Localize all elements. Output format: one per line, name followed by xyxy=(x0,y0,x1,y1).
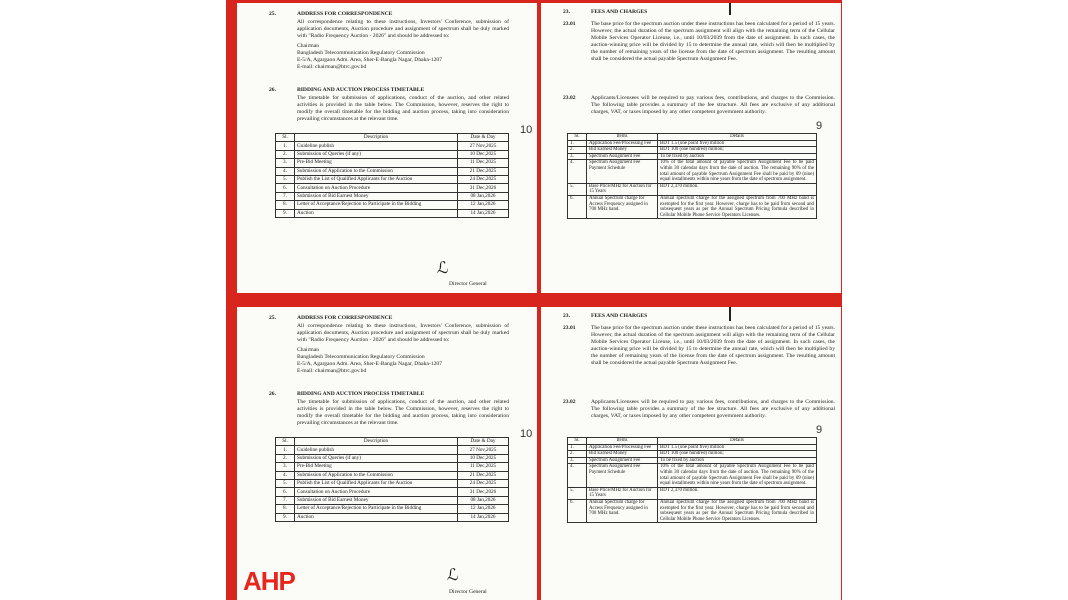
cell-detail: BDT 2,370 million. xyxy=(658,183,817,195)
section-heading: BIDDING AND AUCTION PROCESS TIMETABLE xyxy=(297,87,425,93)
cell-item: Application Fee/Processing Fee xyxy=(587,444,658,451)
table-row xyxy=(568,499,817,522)
section-heading: ADDRESS FOR CORRESPONDENCE xyxy=(297,11,393,17)
table-row xyxy=(276,192,509,200)
fees-table xyxy=(567,437,817,523)
cell-item: Annual Spectrum charge for Access Frequency assigned in 700 MHz band. xyxy=(587,195,658,218)
signature-title: Director General xyxy=(449,589,487,595)
section-number: 23.01 xyxy=(563,325,576,331)
cell-description: Consultation on Auction Procedure xyxy=(295,184,458,192)
cell-item: Spectrum Assignment Fee xyxy=(587,457,658,464)
cell-sl: 2. xyxy=(276,150,295,158)
pen-mark xyxy=(729,3,731,15)
cell-sl: 5. xyxy=(568,183,587,195)
page-number: 9 xyxy=(816,424,823,436)
column-header: Details xyxy=(658,438,817,445)
cell-date: 10 Dec,2025 xyxy=(458,454,509,462)
right-page-top xyxy=(541,3,841,293)
section-number: 23.02 xyxy=(563,399,576,405)
column-header: Sl. xyxy=(568,438,587,445)
cell-item: Base Price/MHz for Auction for 15 Years xyxy=(587,487,658,499)
cell-item: Bid Earnest Money xyxy=(587,147,658,154)
section-heading: FEES AND CHARGES xyxy=(591,9,648,15)
page-number: 9 xyxy=(816,120,823,132)
right-page-bottom xyxy=(541,307,841,600)
cell-description: Guideline publish xyxy=(295,446,458,454)
signature-mark: ℒ xyxy=(437,258,449,277)
cell-detail: 10% of the total amount of payable Spectrum Assignment Fee to be paid within 30 calendar days from the date of auction. The remaining 90% of the total amount of payable Spectrum Assignment Fee shall be paid by 09 (nine) equal installments within nine years from the date of spectrum assignment. xyxy=(658,464,817,487)
table-row xyxy=(276,150,509,158)
column-header: Items xyxy=(587,134,658,141)
signature-title: Director General xyxy=(449,281,487,287)
cell-sl: 1. xyxy=(276,142,295,150)
cell-sl: 1. xyxy=(568,140,587,147)
cell-description: Pre-Bid Meeting xyxy=(295,463,458,471)
cell-sl: 2. xyxy=(568,147,587,154)
cell-sl: 2. xyxy=(568,451,587,458)
cell-description: Publish the List of Qualified Applicants for the Auction xyxy=(295,479,458,487)
table-row xyxy=(276,184,509,192)
table-row xyxy=(276,496,509,504)
cell-sl: 1. xyxy=(568,444,587,451)
cell-description: Guideline publish xyxy=(295,142,458,150)
cell-sl: 9. xyxy=(276,513,295,521)
pen-mark xyxy=(729,307,731,321)
table-row xyxy=(568,183,817,195)
table-row xyxy=(568,140,817,147)
cell-date: 27 Nov,2025 xyxy=(458,446,509,454)
table-row xyxy=(276,479,509,487)
paragraph: All correspondence relating to these instructions, Investors' Conference, submission of application documents, Auction procedure and assignment of spectrum shall be duly marked with "Radio Frequency Auction - 2026" and should be addressed to: xyxy=(297,19,509,39)
cell-item: Application Fee/Processing Fee xyxy=(587,140,658,147)
table-row xyxy=(276,463,509,471)
cell-sl: 7. xyxy=(276,496,295,504)
column-header: Description xyxy=(295,134,458,142)
cell-item: Bid Earnest Money xyxy=(587,451,658,458)
paragraph: The timetable for submission of applications, conduct of the auction, and other related activities is provided in the table below. The Commission, however, reserves the right to modify the overall timetable for the bidding and auction process, taking into consideration prevailing circumstances at the relevant time. xyxy=(297,399,509,426)
cell-date: 27 Nov,2025 xyxy=(458,142,509,150)
section-body xyxy=(297,19,509,71)
section-number: 26. xyxy=(269,391,276,397)
section-number: 25. xyxy=(269,11,276,17)
cell-item: Base Price/MHz for Auction for 15 Years xyxy=(587,183,658,195)
table-row xyxy=(568,487,817,499)
cell-description: Submission of Bid Earnest Money xyxy=(295,496,458,504)
paragraph: Applicants/Licensees will be required to pay various fees, contributions, and charges to the Commission. The following table provides a summary of the fee structure. All fees are exclusive of any additional charges, VAT, or taxes imposed by any other competent government authority. xyxy=(591,399,835,419)
cell-sl: 3. xyxy=(276,159,295,167)
left-page-top xyxy=(237,3,537,293)
email-link[interactable]: E-mail: chairman@btrc.gov.bd xyxy=(297,368,367,374)
cell-sl: 7. xyxy=(276,192,295,200)
cell-sl: 6. xyxy=(568,499,587,522)
email-link[interactable]: E-mail: chairman@btrc.gov.bd xyxy=(297,64,367,70)
table-row xyxy=(276,446,509,454)
table-row xyxy=(276,488,509,496)
section-number: 26. xyxy=(269,87,276,93)
cell-sl: 1. xyxy=(276,446,295,454)
addressee: Chairman xyxy=(297,43,320,49)
ahp-watermark-logo: AHP xyxy=(243,566,295,596)
cell-sl: 3. xyxy=(568,153,587,160)
table-row xyxy=(276,513,509,521)
cell-description: Submission of Bid Earnest Money xyxy=(295,192,458,200)
table-row xyxy=(568,195,817,218)
table-row xyxy=(276,454,509,462)
paragraph: The base price for the spectrum auction under these instructions has been calculated for a period of 15 years. However, the actual duration of the spectrum assignment will align with the remaining term of the Cellular Mobile Services Operator License, i.e., until 10/03/2039 from the date of assignment. In such cases, the auction-winning price will be divided by 15 to determine the annual rate, which will then be multiplied by the number of remaining years of the license from the date of spectrum assignment. The resulting amount shall be considered the actual payable Spectrum Assignment Fee. xyxy=(591,21,835,62)
column-header: Details xyxy=(658,134,817,141)
table-header-row xyxy=(276,134,509,142)
section-number: 23.02 xyxy=(563,95,576,101)
cell-date: 11 Dec,2025 xyxy=(458,463,509,471)
cell-item: Spectrum Assignment Fee Payment Schedule xyxy=(587,160,658,183)
section-heading: ADDRESS FOR CORRESPONDENCE xyxy=(297,315,393,321)
table-header-row xyxy=(276,438,509,446)
section-heading: FEES AND CHARGES xyxy=(591,313,648,319)
cell-sl: 6. xyxy=(276,184,295,192)
cell-item: Spectrum Assignment Fee xyxy=(587,153,658,160)
cell-description: Letter of Acceptance/Rejection to Participate in the Bidding xyxy=(295,505,458,513)
cell-date: 08 Jan,2026 xyxy=(458,192,509,200)
column-header: Sl. xyxy=(568,134,587,141)
cell-description: Submission of Application to the Commission xyxy=(295,167,458,175)
cell-description: Publish the List of Qualified Applicants for the Auction xyxy=(295,175,458,183)
postal-address: E-5/A, Agargaon Adm. Area, Sher-E-Bangla Nagar, Dhaka-1207 xyxy=(297,361,442,367)
cell-date: 21 Dec,2025 xyxy=(458,167,509,175)
cell-sl: 5. xyxy=(276,175,295,183)
organization: Bangladesh Telecommunication Regulatory Commission xyxy=(297,354,425,360)
fees-table xyxy=(567,133,817,219)
table-header-row xyxy=(568,438,817,445)
paragraph: Applicants/Licensees will be required to pay various fees, contributions, and charges to the Commission. The following table provides a summary of the fee structure. All fees are exclusive of any additional charges, VAT, or taxes imposed by any other competent government authority. xyxy=(591,95,835,115)
cell-detail: BDT 1.5 (one point five) million xyxy=(658,444,817,451)
cell-date: 11 Dec,2025 xyxy=(458,159,509,167)
table-row xyxy=(568,147,817,154)
table-row xyxy=(276,201,509,209)
section-number: 23.01 xyxy=(563,21,576,27)
cell-date: 31 Dec,2026 xyxy=(458,488,509,496)
cell-sl: 6. xyxy=(276,488,295,496)
column-header: Date & Day xyxy=(458,134,509,142)
cell-sl: 4. xyxy=(568,464,587,487)
cell-detail: Annual spectrum charge for the assigned spectrum from 700 MHz band is exempted for the first year. However, charge has to be paid from second and subsequent years as per the Annual Spectrum Pricing formula described in Cellular Mobile Phone Service Operators Licenses. xyxy=(658,195,817,218)
cell-description: Submission of Queries (if any) xyxy=(295,150,458,158)
cell-description: Pre-Bid Meeting xyxy=(295,159,458,167)
cell-detail: To be fixed by auction xyxy=(658,457,817,464)
cell-sl: 4. xyxy=(276,471,295,479)
cell-detail: Annual spectrum charge for the assigned spectrum from 700 MHz band is exempted for the first year. However, charge has to be paid from second and subsequent years as per the Annual Spectrum Pricing formula described in Cellular Mobile Phone Service Operators Licenses. xyxy=(658,499,817,522)
cell-detail: BDT 2,370 million. xyxy=(658,487,817,499)
cell-date: 12 Jan,2026 xyxy=(458,505,509,513)
paragraph: All correspondence relating to these instructions, Investors' Conference, submission of application documents, Auction procedure and assignment of spectrum shall be duly marked with "Radio Frequency Auction - 2026" and should be addressed to: xyxy=(297,323,509,343)
cell-date: 31 Dec,2026 xyxy=(458,184,509,192)
cell-sl: 9. xyxy=(276,209,295,217)
table-row xyxy=(568,153,817,160)
cell-sl: 3. xyxy=(276,463,295,471)
cell-detail: To be fixed by auction xyxy=(658,153,817,160)
cell-detail: BDT 1.5 (one point five) million xyxy=(658,140,817,147)
cell-date: 12 Jan,2026 xyxy=(458,201,509,209)
cell-sl: 8. xyxy=(276,505,295,513)
timetable-table xyxy=(275,437,509,522)
cell-item: Annual Spectrum charge for Access Frequency assigned in 700 MHz band. xyxy=(587,499,658,522)
left-page-bottom xyxy=(237,307,537,600)
cell-sl: 5. xyxy=(568,487,587,499)
cell-date: 21 Dec,2025 xyxy=(458,471,509,479)
signature-mark: ℒ xyxy=(447,565,459,584)
organization: Bangladesh Telecommunication Regulatory Commission xyxy=(297,50,425,56)
table-row xyxy=(276,159,509,167)
cell-sl: 4. xyxy=(276,167,295,175)
cell-sl: 5. xyxy=(276,479,295,487)
cell-date: 24 Dec,2025 xyxy=(458,479,509,487)
cell-detail: BDT 100 (one hundred) million; xyxy=(658,451,817,458)
timetable-table xyxy=(275,133,509,218)
page-number: 10 xyxy=(520,124,533,136)
cell-description: Submission of Queries (if any) xyxy=(295,454,458,462)
column-header: Sl. xyxy=(276,438,295,446)
table-row xyxy=(568,444,817,451)
cell-sl: 3. xyxy=(568,457,587,464)
column-header: Date & Day xyxy=(458,438,509,446)
cell-sl: 4. xyxy=(568,160,587,183)
cell-description: Letter of Acceptance/Rejection to Participate in the Bidding xyxy=(295,201,458,209)
table-row xyxy=(276,505,509,513)
cell-description: Consultation on Auction Procedure xyxy=(295,488,458,496)
cell-description: Submission of Application to the Commission xyxy=(295,471,458,479)
cell-date: 08 Jan,2026 xyxy=(458,496,509,504)
column-header: Sl. xyxy=(276,134,295,142)
cell-item: Spectrum Assignment Fee Payment Schedule xyxy=(587,464,658,487)
column-header: Description xyxy=(295,438,458,446)
section-number: 23. xyxy=(563,313,570,319)
addressee: Chairman xyxy=(297,347,320,353)
table-row xyxy=(276,167,509,175)
section-number: 23. xyxy=(563,9,570,15)
cell-date: 14 Jan,2026 xyxy=(458,209,509,217)
cell-description: Auction xyxy=(295,209,458,217)
cell-sl: 2. xyxy=(276,454,295,462)
cell-date: 24 Dec,2025 xyxy=(458,175,509,183)
table-header-row xyxy=(568,134,817,141)
cell-sl: 6. xyxy=(568,195,587,218)
cell-date: 10 Dec,2025 xyxy=(458,150,509,158)
table-row xyxy=(568,160,817,183)
paragraph: The timetable for submission of applications, conduct of the auction, and other related activities is provided in the table below. The Commission, however, reserves the right to modify the overall timetable for the bidding and auction process, taking into consideration prevailing circumstances at the relevant time. xyxy=(297,95,509,122)
cell-detail: 10% of the total amount of payable Spectrum Assignment Fee to be paid within 30 calendar days from the date of auction. The remaining 90% of the total amount of payable Spectrum Assignment Fee shall be paid by 09 (nine) equal installments within nine years from the date of spectrum assignment. xyxy=(658,160,817,183)
cell-date: 14 Jan,2026 xyxy=(458,513,509,521)
cell-description: Auction xyxy=(295,513,458,521)
cell-sl: 8. xyxy=(276,201,295,209)
table-row xyxy=(568,457,817,464)
section-body xyxy=(297,323,509,375)
section-heading: BIDDING AND AUCTION PROCESS TIMETABLE xyxy=(297,391,425,397)
cell-detail: BDT 100 (one hundred) million; xyxy=(658,147,817,154)
table-row xyxy=(276,471,509,479)
page-number: 10 xyxy=(520,428,533,440)
table-row xyxy=(568,451,817,458)
table-row xyxy=(568,464,817,487)
table-row xyxy=(276,142,509,150)
column-header: Items xyxy=(587,438,658,445)
postal-address: E-5/A, Agargaon Adm. Area, Sher-E-Bangla Nagar, Dhaka-1207 xyxy=(297,57,442,63)
table-row xyxy=(276,209,509,217)
section-number: 25. xyxy=(269,315,276,321)
table-row xyxy=(276,175,509,183)
paragraph: The base price for the spectrum auction under these instructions has been calculated for a period of 15 years. However, the actual duration of the spectrum assignment will align with the remaining term of the Cellular Mobile Services Operator License, i.e., until 10/03/2039 from the date of assignment. In such cases, the auction-winning price will be divided by 15 to determine the annual rate, which will then be multiplied by the number of remaining years of the license from the date of spectrum assignment. The resulting amount shall be considered the actual payable Spectrum Assignment Fee. xyxy=(591,325,835,366)
